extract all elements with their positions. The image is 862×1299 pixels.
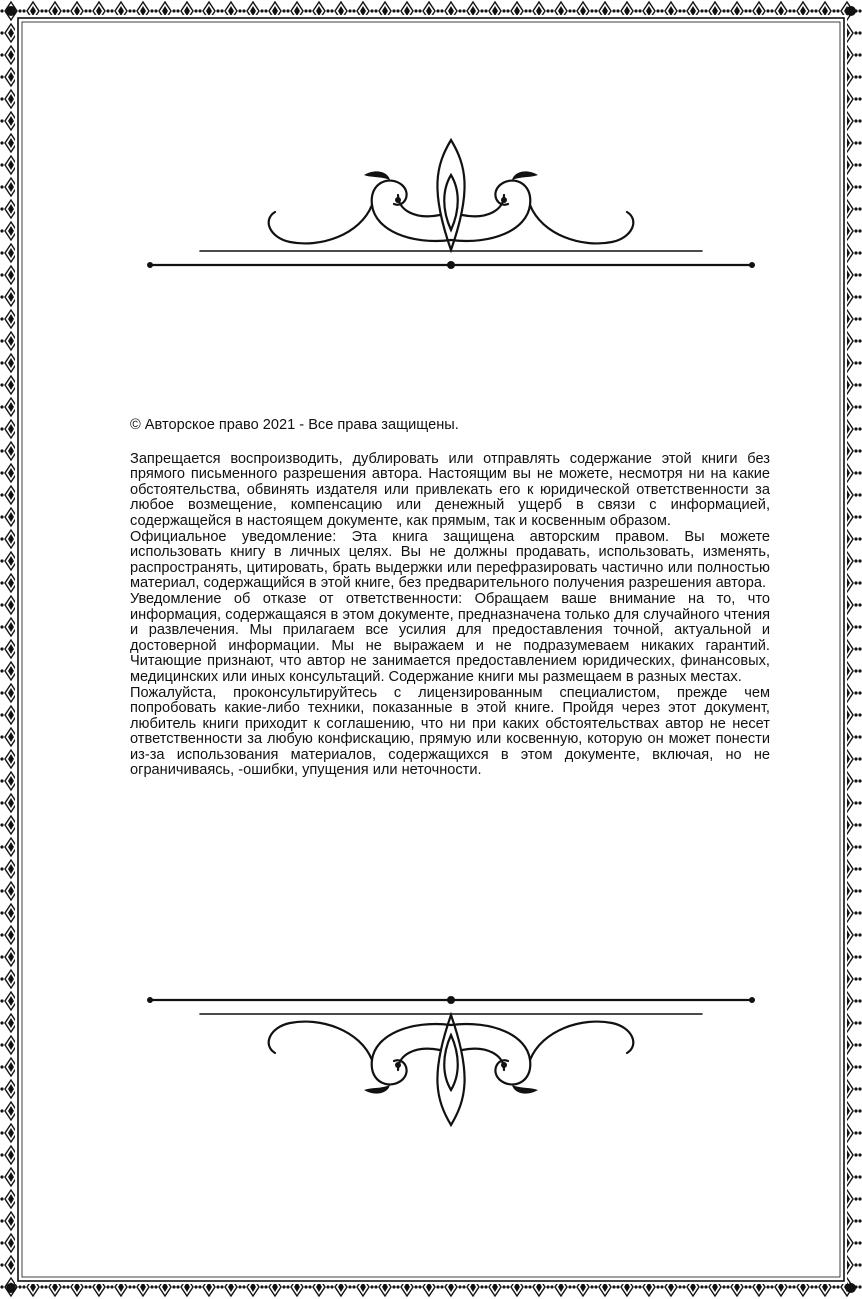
- paragraph-disclaimer: Уведомление об отказе от ответственности: Обращаем ваше внимание на то, что информация, содержащаяся в этом документе, предназначена только для случайного чтения и развлечения. Мы прилагаем все усилия для предоставления точной, актуальной и достоверной информации. Мы не выражаем и не подразумеваем никаких гарантий. Читающие признают, что автор не занимается предоставлением юридических, финансовых, медицинских или иных консультаций. Содержание книги мы размещаем в разных местах.: [130, 590, 770, 685]
- paragraph-consultation: Пожалуйста, проконсультируйтесь с лицензированным специалистом, прежде чем попробовать какие-либо техники, показанные в этой книге. Пройдя через этот документ, любитель книги приходит к соглашению, что ни при каких обстоятельствах автор не несет ответственности за любую конфискацию, прямую или косвенную, которую он может понести из-за использования материалов, содержащихся в этом документе, включая, но не ограничиваясь, -ошибки, упущения или неточности.: [130, 684, 770, 779]
- top-ornament: [140, 120, 762, 280]
- paragraph-official-notice: Официальное уведомление: Эта книга защищена авторским правом. Вы можете использовать книгу в личных целях. Вы не должны продавать, использовать, изменять, распространять, цитировать, брать выдержки или перефразировать частично или полностью материал, содержащийся в этой книге, без предварительного получения разрешения автора.: [130, 528, 770, 592]
- copyright-notice: [130, 418, 770, 779]
- paragraph-reproduction: Запрещается воспроизводить, дублировать или отправлять содержание этой книги без прямого письменного разрешения автора. Настоящим вы не можете, несмотря ни на какие обстоятельства, обвинять издателя или привлекать его к юридической ответственности за любое возмещение, компенсацию или денежный ущерб в связи с информацией, содержащейся в настоящем документе, как прямым, так и косвенным образом.: [130, 450, 770, 529]
- copyright-line: © Авторское право 2021 - Все права защищены.: [130, 417, 459, 433]
- bottom-ornament: [140, 985, 762, 1145]
